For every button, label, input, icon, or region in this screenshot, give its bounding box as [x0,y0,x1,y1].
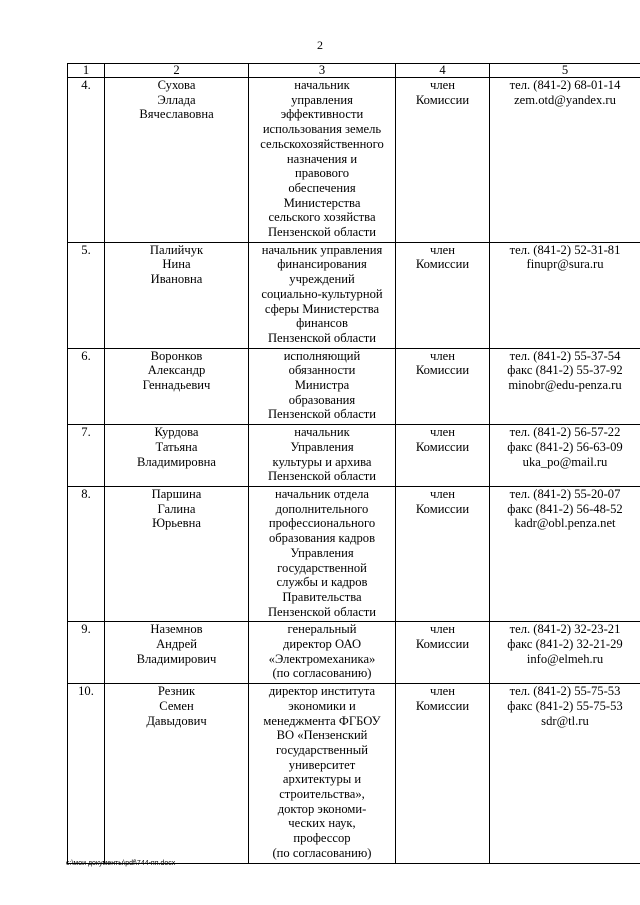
member-contacts: тел. (841-2) 55-37-54 факс (841-2) 55-37-92 minobr@edu-penza.ru [490,348,640,425]
row-number: 10. [68,684,105,863]
member-name: Палийчук Нина Ивановна [105,242,249,348]
member-contacts: тел. (841-2) 56-57-22 факс (841-2) 56-63-09 uka_po@mail.ru [490,425,640,487]
row-number: 5. [68,242,105,348]
member-contacts: тел. (841-2) 55-75-53 факс (841-2) 55-75-53 sdr@tl.ru [490,684,640,863]
member-position: начальник управления эффективности использования земель сельскохозяйственного назначения и правового обеспечения Министерства сельского хозяйства Пензенской области [249,78,396,243]
member-role: член Комиссии [396,684,490,863]
member-contacts: тел. (841-2) 55-20-07 факс (841-2) 56-48-52 kadr@obl.penza.net [490,486,640,621]
table-row [68,425,640,487]
member-name: Резник Семен Давыдович [105,684,249,863]
table-header-row [68,64,640,78]
member-role: член Комиссии [396,78,490,243]
table-row [68,622,640,684]
member-position: начальник управления финансирования учреждений социально-культурной сферы Министерства финансов Пензенской области [249,242,396,348]
row-number: 4. [68,78,105,243]
member-role: член Комиссии [396,486,490,621]
page-number: 2 [317,38,323,52]
table-row [68,78,640,243]
member-role: член Комиссии [396,425,490,487]
member-position: генеральный директор ОАО «Электромеханика» (по согласованию) [249,622,396,684]
member-name: Воронков Александр Геннадьевич [105,348,249,425]
member-contacts: тел. (841-2) 52-31-81 finupr@sura.ru [490,242,640,348]
table-row [68,486,640,621]
header-col-4: 4 [396,64,490,78]
member-role: член Комиссии [396,622,490,684]
row-number: 7. [68,425,105,487]
header-col-2: 2 [105,64,249,78]
member-name: Паршина Галина Юрьевна [105,486,249,621]
member-name: Наземнов Андрей Владимирович [105,622,249,684]
member-role: член Комиссии [396,348,490,425]
header-col-3: 3 [249,64,396,78]
table-row [68,348,640,425]
header-col-5: 5 [490,64,640,78]
row-number: 6. [68,348,105,425]
member-position: исполняющий обязанности Министра образования Пензенской области [249,348,396,425]
row-number: 8. [68,486,105,621]
member-contacts: тел. (841-2) 68-01-14 zem.otd@yandex.ru [490,78,640,243]
member-name: Курдова Татьяна Владимировна [105,425,249,487]
member-position: начальник Управления культуры и архива Пензенской области [249,425,396,487]
commission-members-table [67,63,640,864]
member-role: член Комиссии [396,242,490,348]
header-col-1: 1 [68,64,105,78]
member-position: директор института экономики и менеджмента ФГБОУ ВО «Пензенский государственный университет архитектуры и строительства», доктор экономи- ческих наук, профессор (по согласованию) [249,684,396,863]
table-row [68,242,640,348]
member-name: Сухова Эллада Вячеславовна [105,78,249,243]
document-file-path: c:\мои документы\pdf\744-пп.docx [66,860,176,867]
member-position: начальник отдела дополнительного профессионального образования кадров Управления государственной службы и кадров Правительства Пензенской области [249,486,396,621]
member-contacts: тел. (841-2) 32-23-21 факс (841-2) 32-21-29 info@elmeh.ru [490,622,640,684]
table-row [68,684,640,863]
row-number: 9. [68,622,105,684]
